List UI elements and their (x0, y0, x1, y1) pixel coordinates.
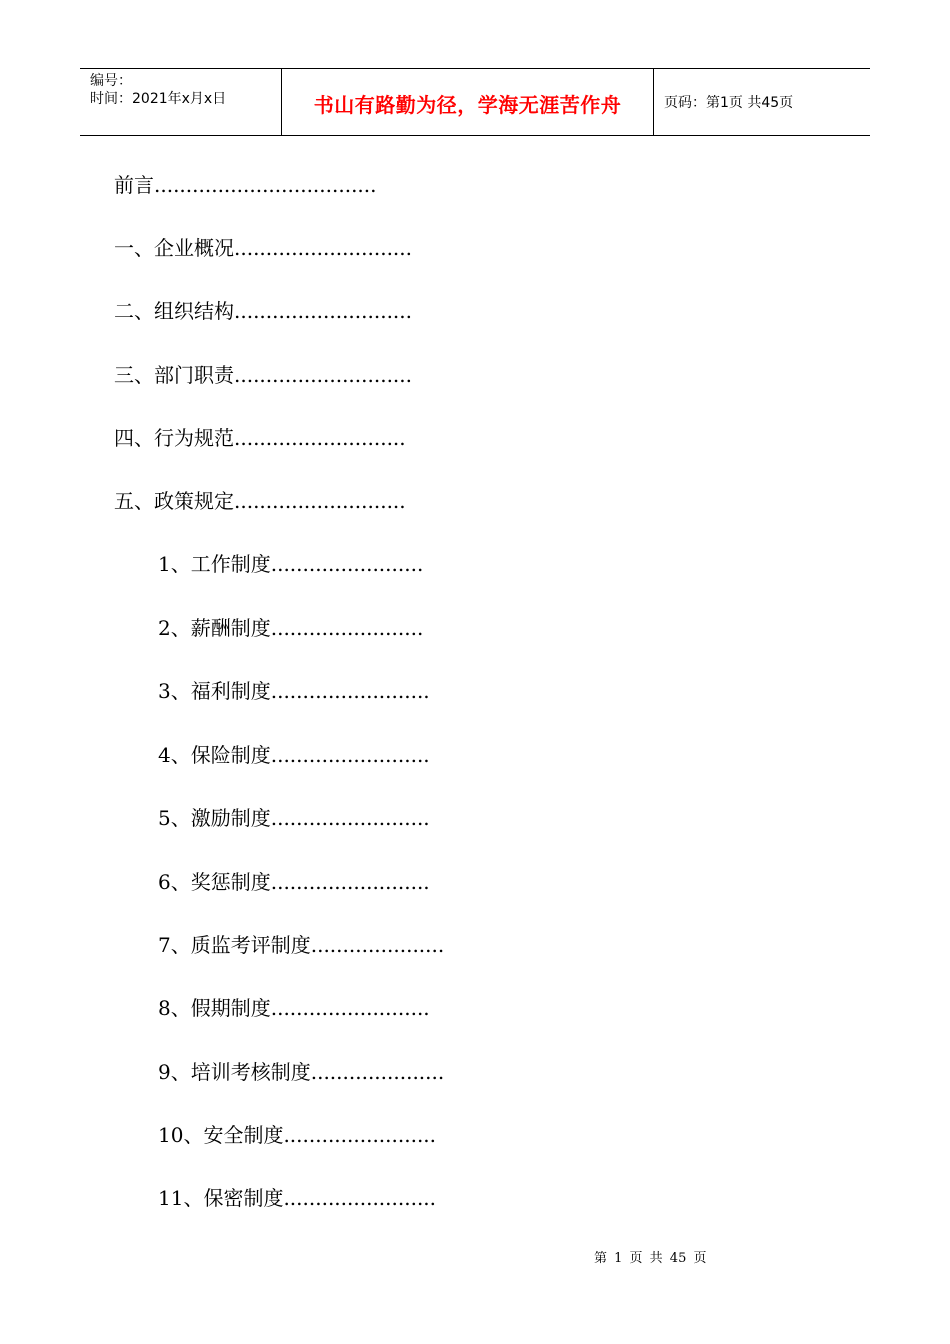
header-meta (80, 69, 281, 135)
toc-item-conduct[interactable]: 四、行为规范........................... (114, 426, 406, 450)
toc-item-confidentiality[interactable]: 11、保密制度........................ (158, 1186, 437, 1210)
toc-item-policies[interactable]: 五、政策规定........................... (114, 489, 406, 513)
toc-item-overview[interactable]: 一、企业概况............................ (114, 236, 413, 260)
toc-item-welfare[interactable]: 3、福利制度......................... (158, 679, 430, 703)
toc-item-quality[interactable]: 7、质监考评制度..................... (158, 933, 445, 957)
toc-item-duties[interactable]: 三、部门职责............................ (114, 363, 413, 387)
serial-label: 编号： (90, 73, 132, 89)
toc-item-incentive[interactable]: 5、激励制度......................... (158, 806, 430, 830)
toc-item-salary[interactable]: 2、薪酬制度........................ (158, 616, 424, 640)
toc-item-leave[interactable]: 8、假期制度......................... (158, 996, 430, 1020)
toc-item-training[interactable]: 9、培训考核制度..................... (158, 1060, 445, 1084)
toc-item-work-rules[interactable]: 1、工作制度........................ (158, 552, 424, 576)
toc-item-safety[interactable]: 10、安全制度........................ (158, 1123, 437, 1147)
toc-item-rewards[interactable]: 6、奖惩制度......................... (158, 870, 430, 894)
date-label: 时间：2021年x月x日 (90, 91, 227, 107)
toc-item-structure[interactable]: 二、组织结构............................ (114, 299, 413, 323)
toc-item-insurance[interactable]: 4、保险制度......................... (158, 743, 430, 767)
header-motto: 书山有路勤为径，学海无涯苦作舟 (281, 69, 654, 135)
page-footer: 第 1 页 共 45 页 (594, 1251, 707, 1266)
page-header (80, 68, 870, 136)
header-page-info: 页码：第1页 共45页 (664, 95, 794, 111)
toc-item-preface[interactable]: 前言................................... (114, 173, 377, 197)
